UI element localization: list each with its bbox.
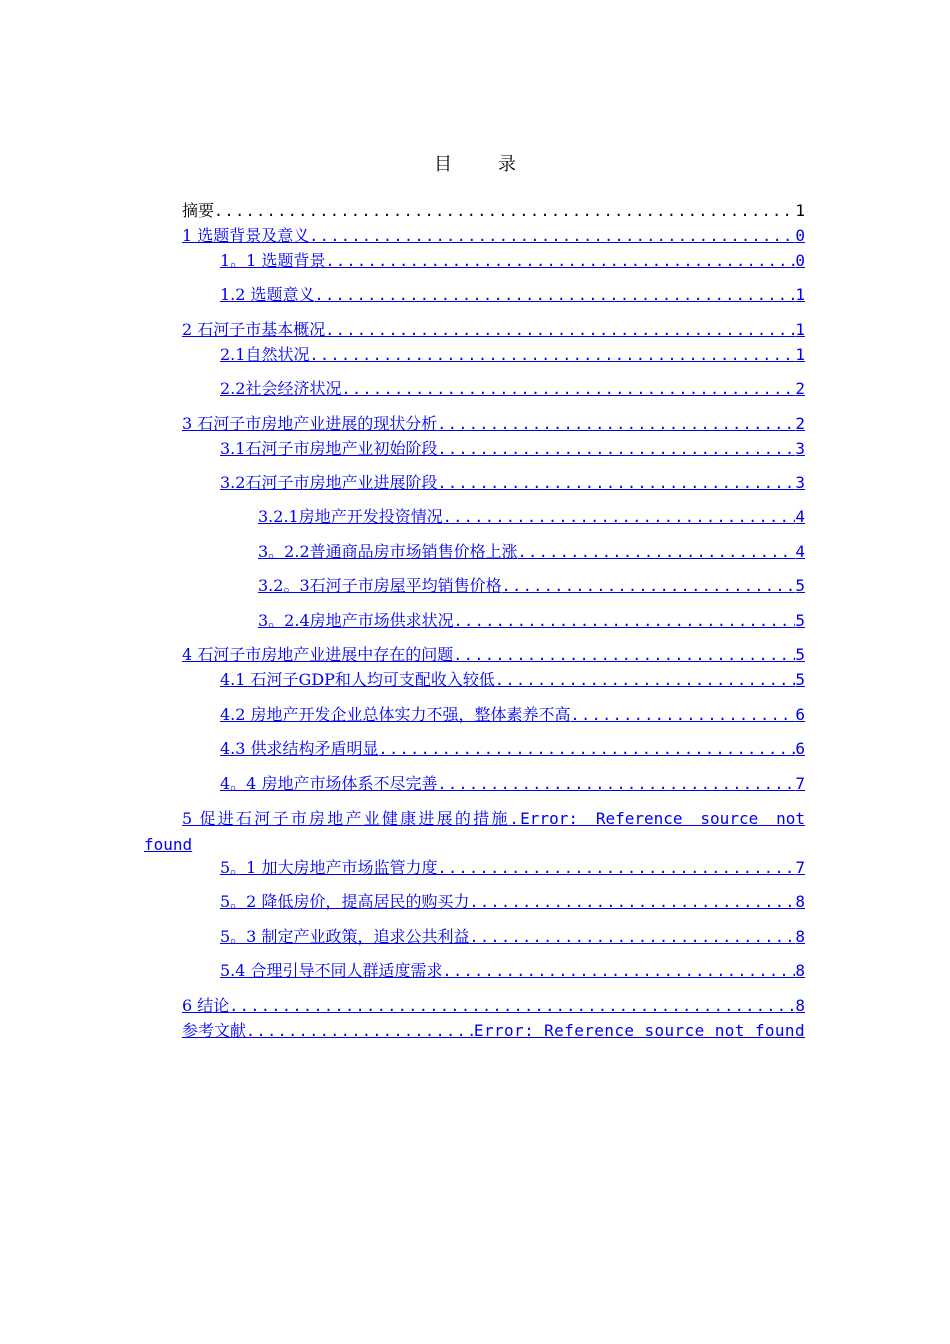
toc-entry-label: 摘要: [182, 201, 215, 220]
toc-entry-label: 4.3 供求结构矛盾明显: [220, 739, 379, 758]
dot-leader: [443, 506, 796, 528]
toc-link-2-1[interactable]: [220, 344, 805, 366]
toc-link-3-2-1[interactable]: [258, 506, 805, 528]
dot-leader: [443, 960, 796, 982]
toc-link-5-2[interactable]: [220, 891, 805, 913]
toc-entry-label: 3.2.1房地产开发投资情况: [258, 507, 443, 526]
toc-entry-label: 4 石河子市房地产业进展中存在的问题: [182, 645, 454, 664]
toc-title: 目 录: [434, 154, 530, 175]
toc-link-1-2[interactable]: [220, 284, 805, 306]
toc-link-4-1[interactable]: [220, 669, 805, 691]
toc-page-number: Error: Reference source not found: [473, 1021, 805, 1040]
toc-link-3-2-4[interactable]: [258, 610, 805, 632]
dot-leader: [469, 926, 795, 948]
toc-entry-abstract: [182, 200, 805, 222]
dot-leader: [214, 200, 795, 222]
toc-page-number: 4: [795, 507, 805, 526]
toc-page-number: 1: [795, 345, 805, 364]
toc-page-number: 6: [795, 739, 805, 758]
toc-page-number: 7: [795, 858, 805, 877]
toc-entry-label: 6 结论: [182, 996, 230, 1015]
toc-link-5-1[interactable]: [220, 857, 805, 879]
toc-page-number: 4: [795, 542, 805, 561]
toc-page-number: 5: [795, 670, 805, 689]
dot-leader: [325, 319, 795, 341]
dot-leader: [437, 857, 795, 879]
toc-page-number: 7: [795, 774, 805, 793]
toc-entry-label: 4.2 房地产开发企业总体实力不强，整体素养不高: [220, 705, 571, 724]
toc-page-number: 5: [795, 611, 805, 630]
toc-link-3-2-3[interactable]: [258, 575, 805, 597]
toc-page-number: 1: [795, 285, 805, 304]
toc-entry-label: 3.1石河子市房地产业初始阶段: [220, 439, 438, 458]
dot-leader: [309, 225, 795, 247]
toc-entry-label: 3。2.2普通商品房市场销售价格上涨: [258, 542, 518, 561]
toc-page-number: 0: [795, 251, 805, 270]
toc-entry-label: 参考文献: [182, 1021, 247, 1040]
toc-page-number: 3: [795, 439, 805, 458]
toc-page-number: 1: [795, 201, 805, 220]
toc-page-number: 0: [795, 226, 805, 245]
toc-link-3-1[interactable]: [220, 438, 805, 460]
dot-leader: [309, 344, 795, 366]
toc-page-number: 3: [795, 473, 805, 492]
toc-page-number: 8: [795, 927, 805, 946]
toc-page-number: 1: [795, 320, 805, 339]
toc-entry-label: 1.2 选题意义: [220, 285, 315, 304]
toc-page-number: 6: [795, 705, 805, 724]
dot-leader: [437, 438, 795, 460]
toc-page-number: 2: [795, 414, 805, 433]
toc-link-3-2-2[interactable]: [258, 541, 805, 563]
toc-page-number: 5: [795, 645, 805, 664]
toc-entry-label: 3 石河子市房地产业进展的现状分析: [182, 414, 438, 433]
dot-leader: [325, 250, 795, 272]
dot-leader: [469, 891, 795, 913]
toc-entry-label: 5。2 降低房价，提高居民的购买力: [220, 892, 470, 911]
toc-entry-label: 3.2。3石河子市房屋平均销售价格: [258, 576, 502, 595]
dot-leader: [246, 1020, 474, 1042]
dot-leader: [437, 773, 795, 795]
toc-entry-label: 3。2.4房地产市场供求状况: [258, 611, 454, 630]
toc-link-4[interactable]: [182, 644, 805, 666]
toc-page-number: Error: Reference source not found: [144, 809, 805, 854]
toc-page-number: 8: [795, 996, 805, 1015]
dot-leader: [453, 644, 795, 666]
dot-leader: [518, 541, 796, 563]
toc-entry-label: 5。3 制定产业政策，追求公共利益: [220, 927, 470, 946]
dot-leader: [454, 610, 796, 632]
toc-entry-label: 5 促进石河子市房地产业健康进展的措施: [182, 809, 510, 828]
toc-link-references[interactable]: [182, 1020, 805, 1042]
dot-leader: [502, 575, 796, 597]
toc-entry-label: 5。1 加大房地产市场监管力度: [220, 858, 438, 877]
toc-link-5[interactable]: [144, 806, 805, 857]
toc-link-2-2[interactable]: [220, 378, 805, 400]
toc-entry-label: 5.4 合理引导不同人群适度需求: [220, 961, 443, 980]
dot-leader: [379, 738, 796, 760]
toc-link-4-2[interactable]: [220, 704, 805, 726]
dot-leader: [437, 472, 795, 494]
dot-leader: [571, 704, 796, 726]
toc-link-1[interactable]: [182, 225, 805, 247]
toc-link-4-3[interactable]: [220, 738, 805, 760]
toc-link-5-4[interactable]: [220, 960, 805, 982]
toc-link-6[interactable]: [182, 995, 805, 1017]
toc-page-number: 5: [795, 576, 805, 595]
toc-link-3[interactable]: [182, 413, 805, 435]
dot-leader: [437, 413, 795, 435]
toc-entry-label: 2.1自然状况: [220, 345, 310, 364]
dot-leader: [315, 284, 796, 306]
toc-entry-label: 3.2石河子市房地产业进展阶段: [220, 473, 438, 492]
toc-link-1-1[interactable]: [220, 250, 805, 272]
dot-leader: [341, 378, 795, 400]
dot-leader: [495, 669, 795, 691]
toc-entry-label: 1。1 选题背景: [220, 251, 326, 270]
toc-link-4-4[interactable]: [220, 773, 805, 795]
toc-entry-label: 4.1 石河子GDP和人均可支配收入较低: [220, 670, 495, 689]
toc-page-number: 8: [795, 961, 805, 980]
toc-entry-label: 2.2社会经济状况: [220, 379, 342, 398]
toc-page-number: 8: [795, 892, 805, 911]
toc-page-number: 2: [795, 379, 805, 398]
toc-link-3-2[interactable]: [220, 472, 805, 494]
toc-entry-label: 4。4 房地产市场体系不尽完善: [220, 774, 438, 793]
dot-leader: .: [509, 810, 521, 828]
toc-link-5-3[interactable]: [220, 926, 805, 948]
toc-entry-label: 2 石河子市基本概况: [182, 320, 326, 339]
dot-leader: [229, 995, 795, 1017]
toc-link-2[interactable]: [182, 319, 805, 341]
toc-entry-label: 1 选题背景及意义: [182, 226, 310, 245]
